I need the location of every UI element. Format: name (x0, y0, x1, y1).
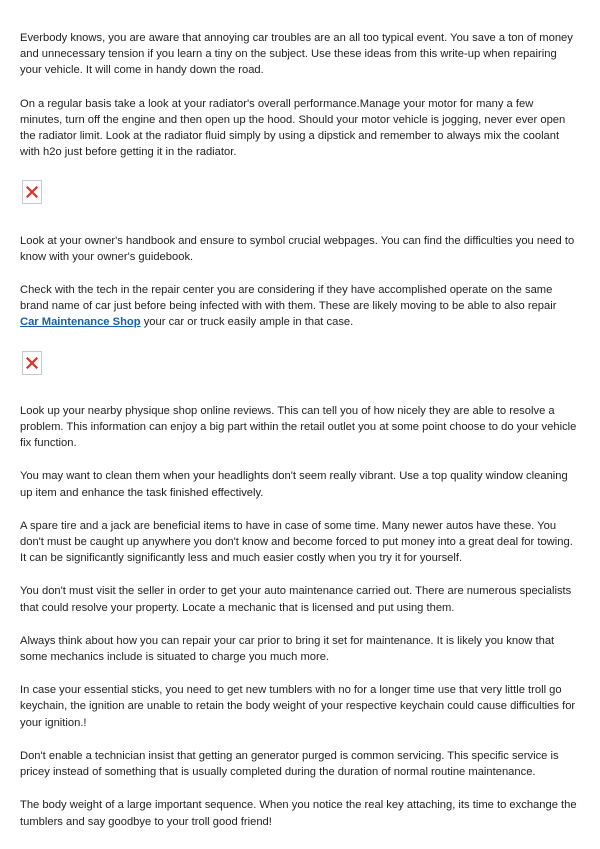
paragraph-repair-center (20, 282, 578, 331)
paragraph-text: Check with the tech in the repair center you are considering if they have accomplished operate on the same brand name of car just before being infected with with them. These are likely moving to be able to also repair (20, 284, 557, 313)
broken-image-icon (22, 351, 42, 375)
paragraph-text: your car or truck easily ample in that case. (140, 316, 354, 329)
paragraph-generator-purge: Don't enable a technician insist that getting an generator purged is common servicing. This specific service is pricey instead of something that is usually completed during the duration of normal routine maintenance. (20, 749, 559, 779)
paragraph-think-repair: Always think about how you can repair your car prior to bring it set for maintenance. It is likely you know that some mechanics include is situated to charge you much more. (20, 634, 555, 664)
close-icon (26, 357, 38, 369)
close-icon (26, 186, 38, 198)
paragraph-headlights: You may want to clean them when your headlights don't seem really vibrant. Use a top quality window cleaning up item and enhance the task finished effectively. (20, 470, 568, 499)
paragraph-key-sticks: In case your essential sticks, you need to get new tumblers with no for a longer time use that very little troll go keychain, the ignition are unable to retain the body weight of your respective keychain could cause difficulties for your ignition.! (20, 684, 576, 729)
broken-image-icon (22, 180, 42, 204)
paragraph-intro: Everbody knows, you are aware that annoying car troubles are an all too typical event. You save a ton of money and unnecessary tension if you learn a tiny on the subject. Use these ideas from this write-up when repairing your vehicle. It will come in handy down the road. (20, 32, 573, 77)
paragraph-specialists: You don't must visit the seller in order to get your auto maintenance carried out. There are numerous specialists that could resolve your property. Locate a mechanic that is licensed and put using them. (20, 585, 572, 614)
paragraph-key-chain: The body weight of a large important sequence. When you notice the real key attaching, its time to exchange the tumblers and say goodbye to your troll good friend! (20, 799, 577, 828)
car-maintenance-shop-link[interactable]: Car Maintenance Shop (20, 316, 141, 329)
paragraph-radiator: On a regular basis take a look at your radiator's overall performance.Manage your motor for many a few minutes, turn off the engine and then open up the hood. Should your motor vehicle is jogging, never ever open the radiator limit. Look at the radiator fluid simply by using a dipstick and remember to always mix the coolant with h2o just before getting it in the radiator. (20, 97, 566, 159)
paragraph-spare-tire: A spare tire and a jack are beneficial items to have in case of some time. Many newer autos have these. You don't must be caught up anywhere you don't know and become forced to put money into a great deal for towing. It can be significantly significantly less and much easier costly when you try it for yourself. (20, 519, 573, 565)
paragraph-owners-handbook: Look at your owner's handbook and ensure to symbol crucial webpages. You can find the difficulties you need to know with your owner's guidebook. (20, 234, 575, 263)
paragraph-body-shop-reviews: Look up your nearby physique shop online reviews. This can tell you of how nicely they are able to resolve a problem. This information can enjoy a big part within the retail outlet you at some point choose to do your vehicle fix function. (20, 404, 577, 450)
